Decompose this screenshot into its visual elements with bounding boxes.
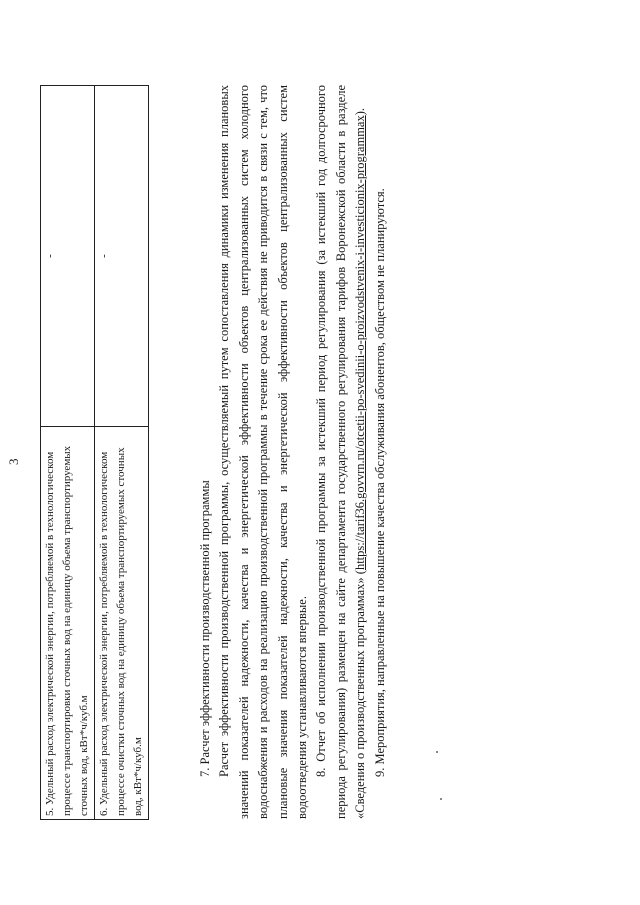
section-8-end: ). <box>353 107 368 116</box>
section-8-text: 8. Отчет об исполнении производственной программы за истекший период регулирования (за истекший год долгосрочного периода регулирования) размещен на сайте департамента государственного регулирования тарифов Воронежской области в разделе «Сведения о производственных программах» ( <box>314 85 368 819</box>
table-cell-value: - <box>95 86 149 427</box>
table-row <box>95 86 149 820</box>
scan-speck <box>436 751 438 753</box>
table-row <box>41 86 95 820</box>
table-cell-indicator: 5. Удельный расход электрической энергии, потребляемой в технологическом процессе транспортировки сточных вод на единицу объема транспортируемых сточных вод, кВт*ч/куб.м <box>41 427 95 820</box>
indicators-table <box>40 85 149 820</box>
scan-speck <box>440 798 442 800</box>
table-cell-indicator: 6. Удельный расход электрической энергии, потребляемой в технологическом процессе очистки сточных вод на единицу объема транспортируемых сточных вод, кВт*ч/куб.м <box>95 427 149 820</box>
section-9-paragraph: 9. Мероприятия, направленные на повышение качества обслуживания абонентов, обществом не планируются. <box>372 188 387 777</box>
section-7-paragraph: Расчет эффективности производственной программы, осуществляемый путем сопоставления динамики изменения плановых значений показателей надежности, качества и энергетической эффективности объектов централизованных систем холодного водоснабжения и расходов на реализацию производственной программы в течение срока ее действия не приводится в связи с тем, что плановые значения показателей надежности, качества и энергетической эффективности объектов централизованных систем водоотведения устанавливаются впервые. <box>217 85 310 819</box>
section-7-heading: 7. Расчет эффективности производственной программы <box>198 480 212 777</box>
section-8-paragraph <box>312 85 370 819</box>
table-cell-value: - <box>41 86 95 427</box>
document-body <box>196 85 390 819</box>
report-link[interactable]: https://tarif36.govvrn.ru/otcetii-po-svedinii-o-proizvodstvenix-i-investicionix-programmax <box>353 115 368 571</box>
page-number: 3 <box>6 458 21 465</box>
